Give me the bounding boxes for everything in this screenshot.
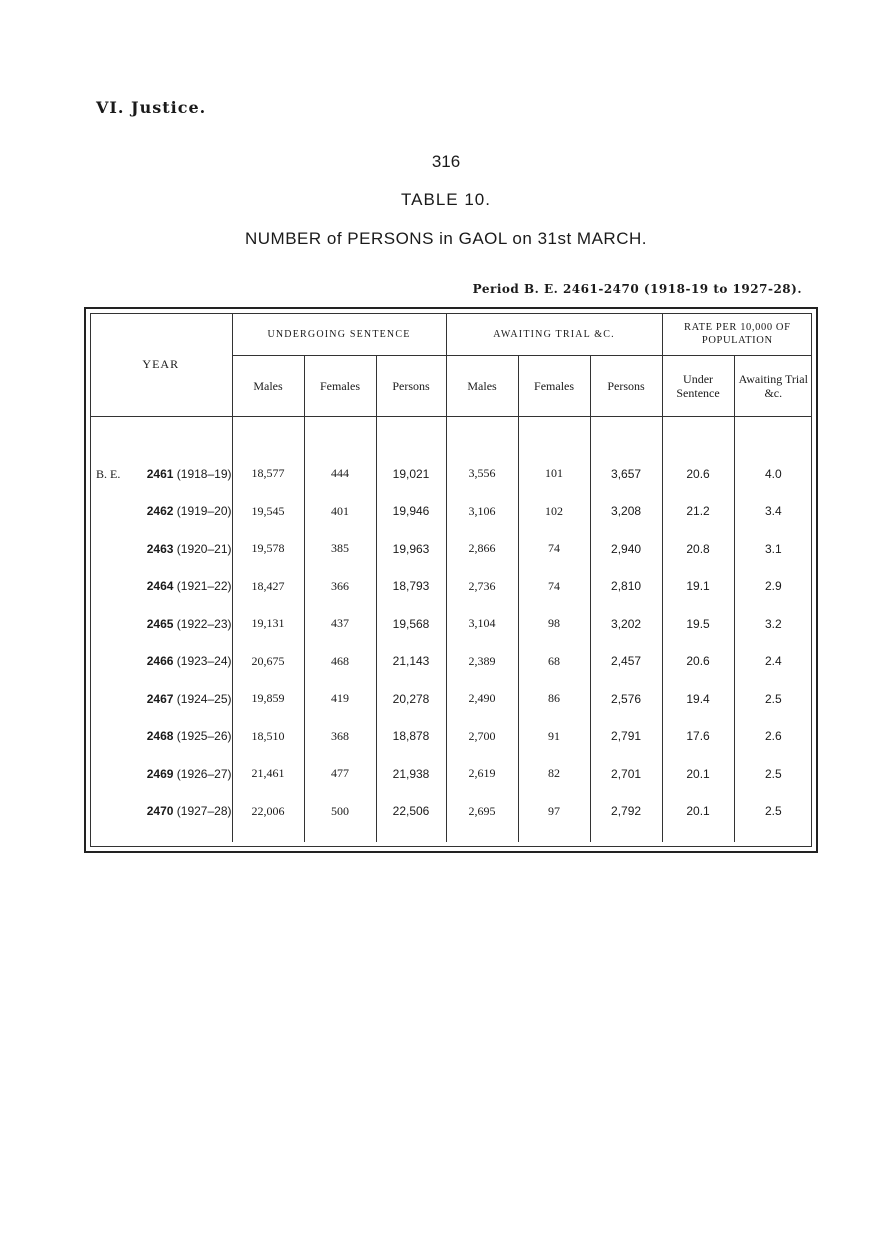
at-males-cell: 2,736 <box>446 568 518 606</box>
ce-year: (1922–23) <box>173 616 232 631</box>
us-persons-cell: 19,946 <box>376 493 446 531</box>
table-title: NUMBER of PERSONS in GAOL on 31st MARCH. <box>245 229 647 248</box>
rate-await-cell: 2.5 <box>734 755 812 793</box>
be-year: 2462 <box>146 504 174 519</box>
at-males-cell: 2,490 <box>446 680 518 718</box>
us-females-cell: 444 <box>304 455 376 493</box>
be-year: 2464 <box>146 579 174 594</box>
us-males-cell: 19,131 <box>232 605 304 643</box>
at-persons-cell: 2,701 <box>590 755 662 793</box>
us-females-cell: 477 <box>304 755 376 793</box>
at-females-cell: 86 <box>518 680 590 718</box>
table-row <box>90 568 812 606</box>
us-persons-cell: 21,143 <box>376 643 446 681</box>
at-persons-cell: 2,810 <box>590 568 662 606</box>
rate-await-cell: 2.6 <box>734 718 812 756</box>
section-heading: VI. Justice. <box>96 98 207 117</box>
ce-year: (1925–26) <box>173 729 232 744</box>
rate-await-cell: 2.5 <box>734 793 812 831</box>
at-females-cell: 98 <box>518 605 590 643</box>
table-row <box>90 643 812 681</box>
us-males-cell: 21,461 <box>232 755 304 793</box>
us-persons-cell: 19,568 <box>376 605 446 643</box>
at-females-cell: 97 <box>518 793 590 831</box>
table-row <box>90 718 812 756</box>
us-females-cell: 385 <box>304 530 376 568</box>
rate-await-cell: 3.2 <box>734 605 812 643</box>
us-females-cell: 366 <box>304 568 376 606</box>
ce-year: (1919–20) <box>173 504 232 519</box>
at-persons-cell: 3,208 <box>590 493 662 531</box>
us-females-cell: 500 <box>304 793 376 831</box>
rate-header: RATE PER 10,000 OF POPULATION <box>662 313 812 356</box>
us-persons-cell: 20,278 <box>376 680 446 718</box>
year-cell <box>90 493 232 531</box>
at-persons-header: Persons <box>590 356 662 417</box>
us-females-cell: 437 <box>304 605 376 643</box>
table-number: TABLE 10. <box>401 190 491 209</box>
ce-year: (1918–19) <box>173 466 232 481</box>
year-cell <box>90 605 232 643</box>
us-persons-cell: 19,963 <box>376 530 446 568</box>
rate-under-cell: 20.1 <box>662 755 734 793</box>
us-persons-cell: 18,793 <box>376 568 446 606</box>
be-year: 2470 <box>146 804 174 819</box>
us-persons-header: Persons <box>376 356 446 417</box>
table-body <box>90 417 812 843</box>
table-row <box>90 793 812 831</box>
rate-under-cell: 21.2 <box>662 493 734 531</box>
at-males-cell: 2,700 <box>446 718 518 756</box>
rate-await-cell: 2.9 <box>734 568 812 606</box>
be-year: 2469 <box>146 766 174 781</box>
us-persons-cell: 19,021 <box>376 455 446 493</box>
rate-under-cell: 19.4 <box>662 680 734 718</box>
rate-awaiting-trial-header: Awaiting Trial &c. <box>734 356 812 417</box>
us-females-cell: 419 <box>304 680 376 718</box>
us-males-cell: 22,006 <box>232 793 304 831</box>
gaol-table <box>90 313 812 842</box>
at-males-cell: 3,556 <box>446 455 518 493</box>
us-females-cell: 368 <box>304 718 376 756</box>
at-persons-cell: 2,457 <box>590 643 662 681</box>
at-males-header: Males <box>446 356 518 417</box>
at-females-cell: 82 <box>518 755 590 793</box>
rate-under-cell: 20.6 <box>662 643 734 681</box>
table-row <box>90 605 812 643</box>
ce-year: (1927–28) <box>173 804 232 819</box>
page-number: 316 <box>431 152 461 171</box>
year-cell <box>90 568 232 606</box>
rate-under-cell: 19.1 <box>662 568 734 606</box>
table-row <box>90 530 812 568</box>
ce-year: (1923–24) <box>173 654 232 669</box>
us-males-cell: 19,859 <box>232 680 304 718</box>
table-row <box>90 455 812 493</box>
ce-year: (1920–21) <box>173 541 232 556</box>
rate-await-cell: 2.5 <box>734 680 812 718</box>
us-males-cell: 18,510 <box>232 718 304 756</box>
at-females-cell: 68 <box>518 643 590 681</box>
year-cell <box>90 530 232 568</box>
at-persons-cell: 2,792 <box>590 793 662 831</box>
rate-under-cell: 20.8 <box>662 530 734 568</box>
us-males-cell: 18,427 <box>232 568 304 606</box>
at-males-cell: 2,619 <box>446 755 518 793</box>
rate-under-cell: 20.6 <box>662 455 734 493</box>
ce-year: (1924–25) <box>173 691 232 706</box>
be-year: 2461 <box>146 466 174 481</box>
be-year: 2465 <box>146 616 174 631</box>
undergoing-sentence-header: UNDERGOING SENTENCE <box>232 313 446 356</box>
us-females-cell: 401 <box>304 493 376 531</box>
us-males-cell: 20,675 <box>232 643 304 681</box>
at-persons-cell: 2,791 <box>590 718 662 756</box>
be-year: 2466 <box>146 654 174 669</box>
at-males-cell: 3,104 <box>446 605 518 643</box>
rate-under-cell: 20.1 <box>662 793 734 831</box>
at-females-cell: 101 <box>518 455 590 493</box>
at-females-cell: 74 <box>518 568 590 606</box>
be-year: 2468 <box>146 729 174 744</box>
us-persons-cell: 21,938 <box>376 755 446 793</box>
at-females-header: Females <box>518 356 590 417</box>
rate-await-cell: 4.0 <box>734 455 812 493</box>
at-males-cell: 2,866 <box>446 530 518 568</box>
year-cell <box>90 793 232 831</box>
period-label: Period B. E. 2461-2470 (1918-19 to 1927-28). <box>472 282 802 296</box>
rate-await-cell: 2.4 <box>734 643 812 681</box>
ce-year: (1921–22) <box>173 579 232 594</box>
us-persons-cell: 18,878 <box>376 718 446 756</box>
at-males-cell: 2,389 <box>446 643 518 681</box>
be-year: 2467 <box>146 691 174 706</box>
year-cell <box>90 718 232 756</box>
at-persons-cell: 3,657 <box>590 455 662 493</box>
year-cell <box>90 643 232 681</box>
at-persons-cell: 2,940 <box>590 530 662 568</box>
at-persons-cell: 3,202 <box>590 605 662 643</box>
rate-under-cell: 17.6 <box>662 718 734 756</box>
at-persons-cell: 2,576 <box>590 680 662 718</box>
us-males-cell: 18,577 <box>232 455 304 493</box>
ce-year: (1926–27) <box>173 766 232 781</box>
us-males-cell: 19,545 <box>232 493 304 531</box>
awaiting-trial-header: AWAITING TRIAL &C. <box>446 313 662 356</box>
table-row <box>90 680 812 718</box>
table-row <box>90 493 812 531</box>
at-males-cell: 2,695 <box>446 793 518 831</box>
rate-await-cell: 3.1 <box>734 530 812 568</box>
rate-under-cell: 19.5 <box>662 605 734 643</box>
year-cell <box>90 680 232 718</box>
year-header: YEAR <box>90 313 232 417</box>
us-females-header: Females <box>304 356 376 417</box>
us-females-cell: 468 <box>304 643 376 681</box>
year-cell <box>90 755 232 793</box>
us-persons-cell: 22,506 <box>376 793 446 831</box>
be-year: 2463 <box>146 541 174 556</box>
rate-under-sentence-header: Under Sentence <box>662 356 734 417</box>
at-females-cell: 91 <box>518 718 590 756</box>
table-row <box>90 755 812 793</box>
rate-await-cell: 3.4 <box>734 493 812 531</box>
at-females-cell: 102 <box>518 493 590 531</box>
us-males-cell: 19,578 <box>232 530 304 568</box>
year-cell <box>90 455 232 493</box>
be-prefix: B. E. <box>96 466 121 481</box>
at-females-cell: 74 <box>518 530 590 568</box>
us-males-header: Males <box>232 356 304 417</box>
at-males-cell: 3,106 <box>446 493 518 531</box>
